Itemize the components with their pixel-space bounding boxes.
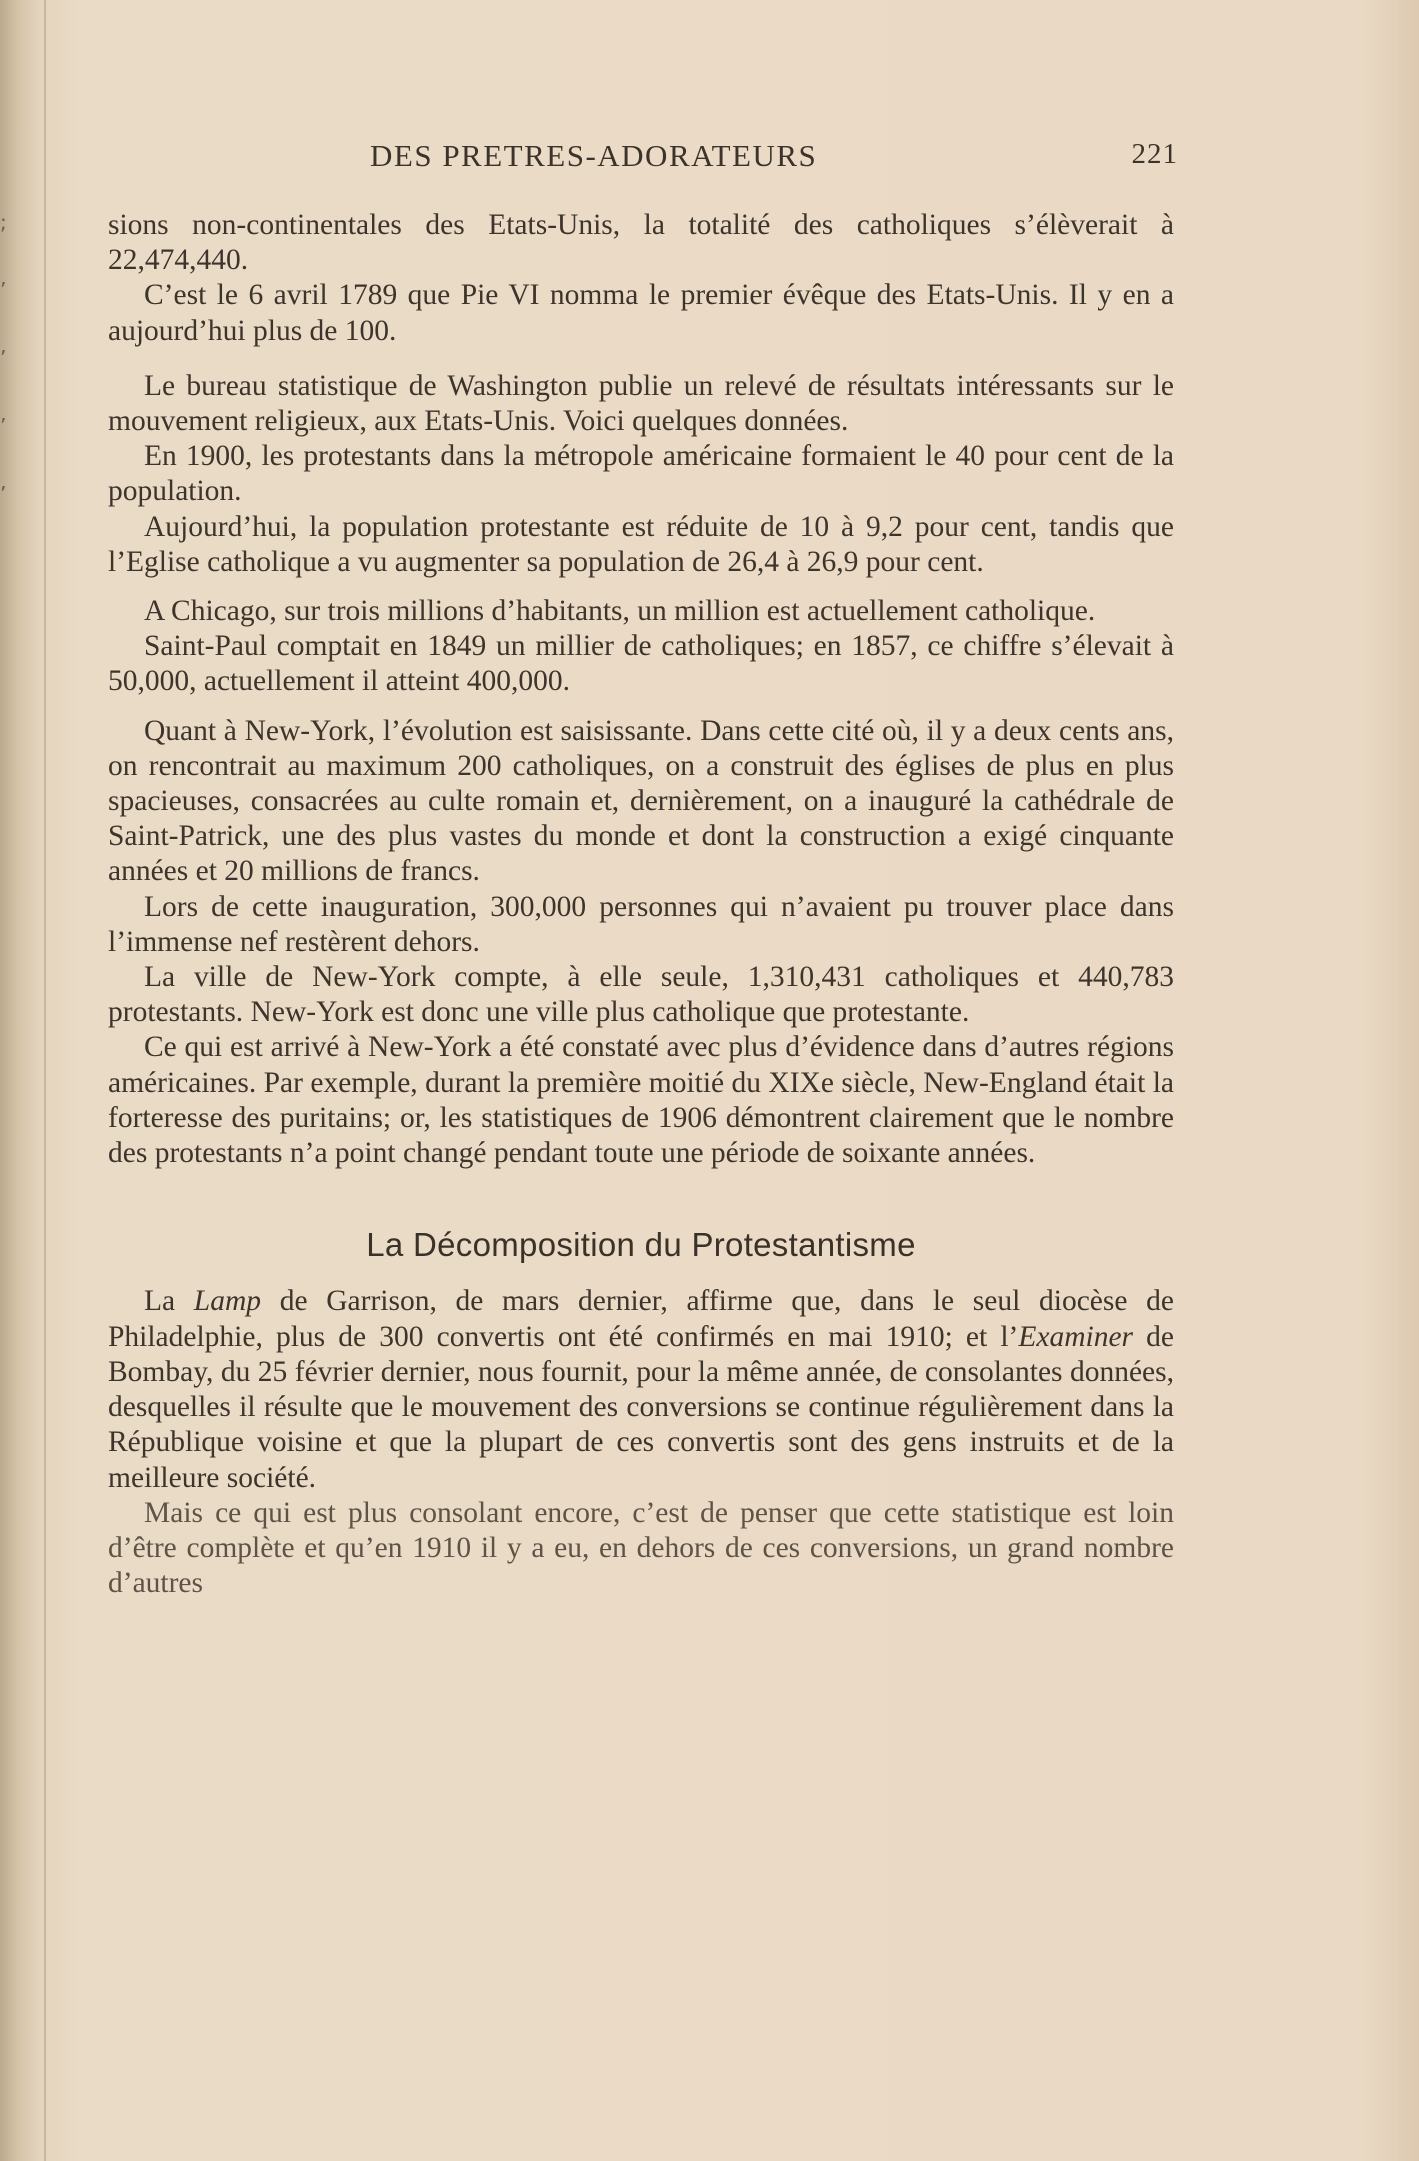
paragraph-gap — [108, 349, 1174, 369]
margin-mark: ; — [0, 210, 7, 234]
paragraph: Le bureau statistique de Washington publie un relevé de résultats intéressants sur le mouvement religieux, aux Etats-Unis. Voici quelques données. — [108, 369, 1174, 438]
margin-mark: ’ — [0, 346, 7, 370]
margin-marks — [0, 210, 10, 550]
margin-mark: ’ — [0, 278, 7, 302]
margin-mark: ’ — [0, 482, 7, 506]
paragraph: C’est le 6 avril 1789 que Pie VI nomma le premier évêque des Etats-Unis. Il y en a aujourd’hui plus de 100. — [108, 279, 1174, 347]
running-title: DES PRETRES-ADORATEURS — [370, 138, 818, 173]
page-number: 221 — [1131, 138, 1178, 170]
text-run: La — [144, 1285, 194, 1318]
paragraph: En 1900, les protestants dans la métropole américaine formaient le 40 pour cent de la population. — [108, 440, 1174, 508]
paragraph-group — [108, 208, 1174, 1171]
page-header — [112, 138, 1178, 182]
text-run: de Bombay, du 25 février dernier, nous fournit, pour la même année, de consolantes données, desquelles il résulte que le mouvement des conversions se continue régulièrement dans la République voisine et que la plupart de ces convertis sont des gens instruits et de la meilleure société. — [108, 1320, 1174, 1494]
text-run: de Garrison, de mars dernier, affirme que, dans le seul diocèse de Philadelphie, plus de 300 convertis ont été confirmés en mai 1910; et l’ — [108, 1285, 1174, 1353]
paragraph: Saint-Paul comptait en 1849 un millier de catholiques; en 1857, ce chiffre s’élevait à 50,000, actuellement il atteint 400,000. — [108, 630, 1174, 698]
section-heading: La Décomposition du Protestantisme — [366, 1226, 916, 1264]
paragraph: La ville de New-York compte, à elle seule, 1,310,431 catholiques et 440,783 protestants. New-York est donc une ville plus catholique que protestante. — [108, 961, 1174, 1029]
paragraph: Lors de cette inauguration, 300,000 personnes qui n’avaient pu trouver place dans l’immense nef restèrent dehors. — [108, 890, 1174, 958]
paragraph: Aujourd’hui, la population protestante est réduite de 10 à 9,2 pour cent, tandis que l’Eglise catholique a vu augmenter sa population de 26,4 à 26,9 pour cent. — [108, 510, 1174, 578]
margin-mark: ’ — [0, 414, 7, 438]
page-body — [108, 208, 1174, 1601]
publication-title: Lamp — [193, 1285, 262, 1318]
publication-title: Examiner — [1018, 1320, 1134, 1353]
paragraph: Ce qui est arrivé à New-York a été constaté avec plus d’évidence dans d’autres régions américaines. Par exemple, durant la première moitié du XIXe siècle, New-England était la forteresse des puritains; or, les statistiques de 1906 démontrent clairement que le nombre des protestants n’a point changé pendant toute une période de soixante années. — [108, 1031, 1174, 1170]
binding-edge — [44, 0, 46, 2161]
paragraph-lamp — [108, 1284, 1174, 1495]
paragraph-last: Mais ce qui est plus consolant encore, c’est de penser que cette statistique est loin d’être complète et qu’en 1910 il y a eu, en dehors de ces conversions, un grand nombre d’autres — [108, 1496, 1174, 1600]
paragraph: sions non-continentales des Etats-Unis, la totalité des catholiques s’élèverait à 22,474,440. — [108, 209, 1174, 277]
paragraph-gap — [108, 580, 1174, 594]
paragraph: A Chicago, sur trois millions d’habitants, un million est actuellement catholique. — [144, 595, 1096, 628]
paragraph: Quant à New-York, l’évolution est saisissante. Dans cette cité où, il y a deux cents ans, on rencontrait au maximum 200 catholiques, on a construit des églises de plus en plus spacieuses, consacrées au culte romain et, dernièrement, on a inauguré la cathédrale de Saint-Patrick, une des plus vastes du monde et dont la construction a exigé cinquante années et 20 millions de francs. — [108, 714, 1174, 888]
paragraph-gap — [108, 700, 1174, 714]
